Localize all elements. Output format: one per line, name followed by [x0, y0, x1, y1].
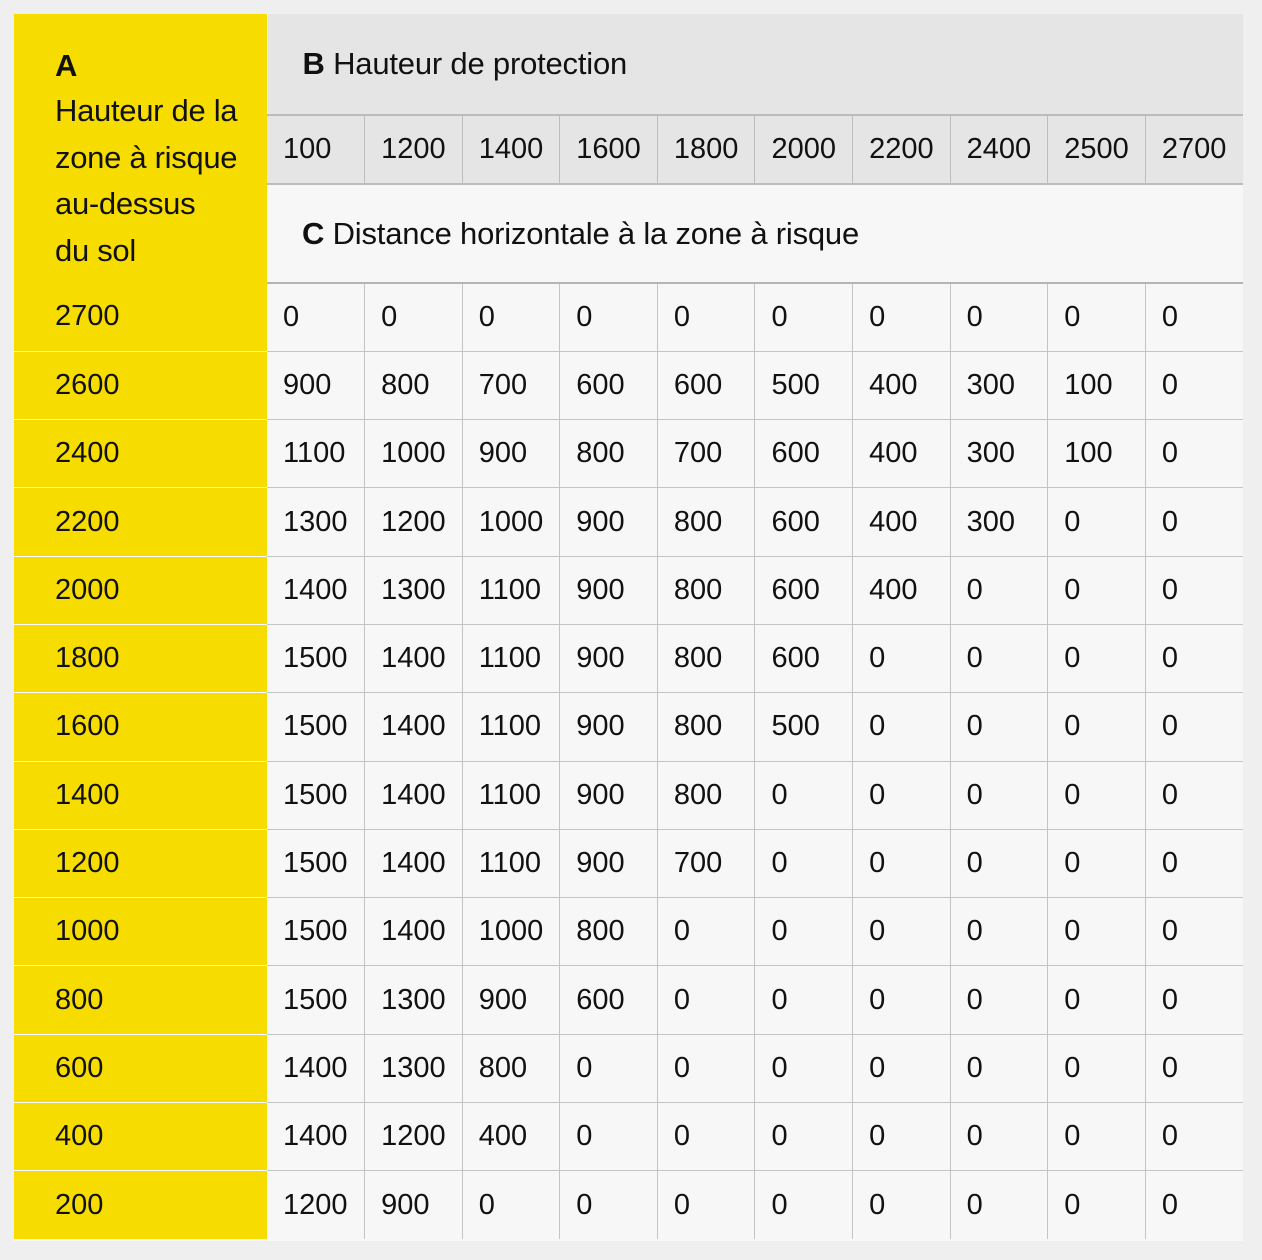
distance-cell: 900 — [560, 761, 658, 829]
distance-cell: 400 — [462, 1103, 560, 1171]
distance-cell: 0 — [755, 1034, 853, 1102]
row-height-cell: 2600 — [14, 351, 267, 419]
distance-cell: 800 — [560, 420, 658, 488]
distance-cell: 400 — [853, 420, 951, 488]
distance-cell: 0 — [1048, 898, 1146, 966]
distance-cell: 300 — [950, 420, 1048, 488]
distance-cell: 0 — [853, 829, 951, 897]
distance-cell: 0 — [755, 761, 853, 829]
distance-cell: 0 — [1145, 351, 1243, 419]
distance-cell: 0 — [853, 898, 951, 966]
distance-cell: 0 — [1048, 1103, 1146, 1171]
table-row — [14, 283, 1243, 351]
row-height-cell: 1800 — [14, 624, 267, 692]
distance-cell: 1100 — [267, 420, 365, 488]
column-header: 1200 — [365, 115, 463, 184]
distance-cell: 0 — [1145, 898, 1243, 966]
table-row — [14, 1103, 1243, 1171]
column-header: 2200 — [853, 115, 951, 184]
row-height-cell: 200 — [14, 1171, 267, 1239]
distance-cell: 0 — [267, 283, 365, 351]
distance-cell: 0 — [853, 624, 951, 692]
header-a — [14, 14, 267, 283]
distance-cell: 900 — [560, 488, 658, 556]
distance-cell: 1000 — [462, 488, 560, 556]
distance-cell: 800 — [657, 693, 755, 761]
distance-cell: 0 — [1048, 693, 1146, 761]
data-table — [14, 14, 1243, 1239]
distance-cell: 0 — [365, 283, 463, 351]
distance-cell: 0 — [1048, 283, 1146, 351]
distance-cell: 0 — [1145, 1103, 1243, 1171]
distance-cell: 1500 — [267, 761, 365, 829]
distance-cell: 0 — [1145, 624, 1243, 692]
distance-cell: 0 — [1048, 1171, 1146, 1239]
header-b — [267, 14, 1243, 115]
distance-cell: 900 — [462, 966, 560, 1034]
distance-cell: 0 — [1145, 420, 1243, 488]
distance-cell: 800 — [365, 351, 463, 419]
table-row — [14, 693, 1243, 761]
distance-cell: 1500 — [267, 966, 365, 1034]
distance-cell: 1100 — [462, 829, 560, 897]
distance-cell: 900 — [267, 351, 365, 419]
distance-cell: 600 — [560, 966, 658, 1034]
distance-cell: 800 — [560, 898, 658, 966]
distance-cell: 600 — [657, 351, 755, 419]
distance-cell: 0 — [755, 898, 853, 966]
distance-cell: 300 — [950, 351, 1048, 419]
distance-cell: 0 — [657, 283, 755, 351]
distance-cell: 0 — [1048, 829, 1146, 897]
distance-cell: 0 — [853, 1103, 951, 1171]
distance-cell: 0 — [657, 898, 755, 966]
distance-cell: 0 — [462, 1171, 560, 1239]
distance-cell: 0 — [1048, 1034, 1146, 1102]
distance-cell: 1100 — [462, 556, 560, 624]
distance-cell: 0 — [755, 1103, 853, 1171]
distance-cell: 1500 — [267, 829, 365, 897]
distance-cell: 300 — [950, 488, 1048, 556]
distance-cell: 600 — [560, 351, 658, 419]
distance-cell: 0 — [560, 1103, 658, 1171]
distance-cell: 0 — [657, 966, 755, 1034]
column-header: 1600 — [560, 115, 658, 184]
row-height-cell: 600 — [14, 1034, 267, 1102]
distance-cell: 1300 — [365, 1034, 463, 1102]
distance-cell: 0 — [853, 761, 951, 829]
distance-cell: 1100 — [462, 693, 560, 761]
distance-cell: 0 — [657, 1103, 755, 1171]
header-a-line-3: au-dessus — [55, 186, 196, 221]
row-height-cell: 400 — [14, 1103, 267, 1171]
distance-cell: 0 — [950, 829, 1048, 897]
distance-cell: 1500 — [267, 624, 365, 692]
row-height-cell: 800 — [14, 966, 267, 1034]
distance-cell: 1000 — [462, 898, 560, 966]
column-header: 2000 — [755, 115, 853, 184]
distance-cell: 900 — [560, 624, 658, 692]
distance-cell: 0 — [1145, 966, 1243, 1034]
distance-cell: 0 — [1145, 693, 1243, 761]
header-a-line-1: Hauteur de la — [55, 93, 238, 128]
column-header: 2700 — [1145, 115, 1243, 184]
table-row — [14, 966, 1243, 1034]
distance-cell: 900 — [365, 1171, 463, 1239]
distance-cell: 1500 — [267, 898, 365, 966]
distance-cell: 0 — [853, 693, 951, 761]
row-height-cell: 1400 — [14, 761, 267, 829]
table-row — [14, 898, 1243, 966]
row-height-cell: 2200 — [14, 488, 267, 556]
distance-cell: 600 — [755, 488, 853, 556]
distance-cell: 900 — [560, 829, 658, 897]
distance-cell: 0 — [950, 898, 1048, 966]
distance-cell: 0 — [950, 283, 1048, 351]
distance-cell: 1400 — [365, 761, 463, 829]
table-row — [14, 351, 1243, 419]
distance-cell: 0 — [1145, 829, 1243, 897]
table-row — [14, 1034, 1243, 1102]
distance-cell: 1400 — [365, 898, 463, 966]
table-row — [14, 420, 1243, 488]
header-c-letter: C — [302, 215, 325, 251]
distance-cell: 800 — [462, 1034, 560, 1102]
distance-cell: 1500 — [267, 693, 365, 761]
distance-cell: 700 — [657, 420, 755, 488]
table-header — [14, 14, 1243, 283]
distance-cell: 1300 — [365, 966, 463, 1034]
distance-cell: 0 — [560, 283, 658, 351]
header-a-line-2: zone à risque — [55, 139, 238, 175]
distance-cell: 400 — [853, 488, 951, 556]
table-row — [14, 556, 1243, 624]
table-body — [14, 283, 1243, 1239]
distance-cell: 1400 — [365, 693, 463, 761]
distance-cell: 0 — [950, 1171, 1048, 1239]
distance-cell: 1100 — [462, 624, 560, 692]
distance-cell: 0 — [950, 761, 1048, 829]
header-b-letter: B — [302, 46, 325, 81]
distance-cell: 1400 — [267, 556, 365, 624]
distance-cell: 0 — [560, 1034, 658, 1102]
protection-distance-table — [14, 14, 1243, 1241]
distance-cell: 0 — [853, 1171, 951, 1239]
distance-cell: 0 — [950, 1103, 1048, 1171]
distance-cell: 0 — [1145, 488, 1243, 556]
distance-cell: 0 — [1048, 966, 1146, 1034]
distance-cell: 800 — [657, 488, 755, 556]
distance-cell: 0 — [1048, 761, 1146, 829]
distance-cell: 0 — [1145, 761, 1243, 829]
header-c-title: Distance horizontale à la zone à risque — [332, 215, 860, 251]
distance-cell: 600 — [755, 556, 853, 624]
distance-cell: 800 — [657, 556, 755, 624]
distance-cell: 1400 — [365, 624, 463, 692]
row-height-cell: 2000 — [14, 556, 267, 624]
distance-cell: 0 — [853, 283, 951, 351]
distance-cell: 0 — [755, 966, 853, 1034]
header-row-b — [14, 14, 1243, 115]
distance-cell: 1200 — [267, 1171, 365, 1239]
distance-cell: 1400 — [267, 1034, 365, 1102]
distance-cell: 600 — [755, 624, 853, 692]
distance-cell: 1400 — [365, 829, 463, 897]
distance-cell: 100 — [1048, 351, 1146, 419]
distance-cell: 0 — [950, 1034, 1048, 1102]
table-row — [14, 488, 1243, 556]
distance-cell: 500 — [755, 693, 853, 761]
distance-cell: 400 — [853, 351, 951, 419]
distance-cell: 0 — [950, 966, 1048, 1034]
distance-cell: 0 — [755, 1171, 853, 1239]
distance-cell: 800 — [657, 761, 755, 829]
table-row — [14, 761, 1243, 829]
distance-cell: 400 — [853, 556, 951, 624]
row-height-cell: 1600 — [14, 693, 267, 761]
column-header: 1800 — [657, 115, 755, 184]
distance-cell: 1300 — [267, 488, 365, 556]
column-header: 1400 — [462, 115, 560, 184]
distance-cell: 0 — [560, 1171, 658, 1239]
distance-cell: 500 — [755, 351, 853, 419]
distance-cell: 800 — [657, 624, 755, 692]
distance-cell: 0 — [462, 283, 560, 351]
distance-cell: 900 — [560, 693, 658, 761]
table-row — [14, 829, 1243, 897]
distance-cell: 1000 — [365, 420, 463, 488]
distance-cell: 0 — [755, 829, 853, 897]
distance-cell: 100 — [1048, 420, 1146, 488]
header-a-letter: A — [55, 48, 78, 83]
distance-cell: 1200 — [365, 1103, 463, 1171]
distance-cell: 0 — [1048, 488, 1146, 556]
distance-cell: 0 — [657, 1171, 755, 1239]
distance-cell: 700 — [462, 351, 560, 419]
distance-cell: 600 — [755, 420, 853, 488]
distance-cell: 0 — [950, 624, 1048, 692]
distance-cell: 0 — [657, 1034, 755, 1102]
distance-cell: 0 — [853, 1034, 951, 1102]
row-height-cell: 1000 — [14, 898, 267, 966]
distance-cell: 0 — [1048, 556, 1146, 624]
distance-cell: 1100 — [462, 761, 560, 829]
distance-cell: 1300 — [365, 556, 463, 624]
column-header: 2400 — [950, 115, 1048, 184]
column-header: 100 — [267, 115, 365, 184]
distance-cell: 900 — [560, 556, 658, 624]
header-b-title: Hauteur de protection — [333, 46, 628, 81]
distance-cell: 1400 — [267, 1103, 365, 1171]
distance-cell: 0 — [1145, 556, 1243, 624]
distance-cell: 0 — [853, 966, 951, 1034]
distance-cell: 0 — [1145, 283, 1243, 351]
distance-cell: 0 — [950, 693, 1048, 761]
row-height-cell: 2700 — [14, 283, 267, 351]
distance-cell: 0 — [1145, 1034, 1243, 1102]
header-a-line-4: du sol — [55, 232, 136, 268]
row-height-cell: 2400 — [14, 420, 267, 488]
distance-cell: 1200 — [365, 488, 463, 556]
distance-cell: 0 — [1048, 624, 1146, 692]
table-row — [14, 624, 1243, 692]
distance-cell: 0 — [950, 556, 1048, 624]
distance-cell: 0 — [755, 283, 853, 351]
row-height-cell: 1200 — [14, 829, 267, 897]
distance-cell: 700 — [657, 829, 755, 897]
distance-cell: 0 — [1145, 1171, 1243, 1239]
distance-cell: 900 — [462, 420, 560, 488]
header-c — [267, 184, 1243, 283]
table-row — [14, 1171, 1243, 1239]
column-header: 2500 — [1048, 115, 1146, 184]
